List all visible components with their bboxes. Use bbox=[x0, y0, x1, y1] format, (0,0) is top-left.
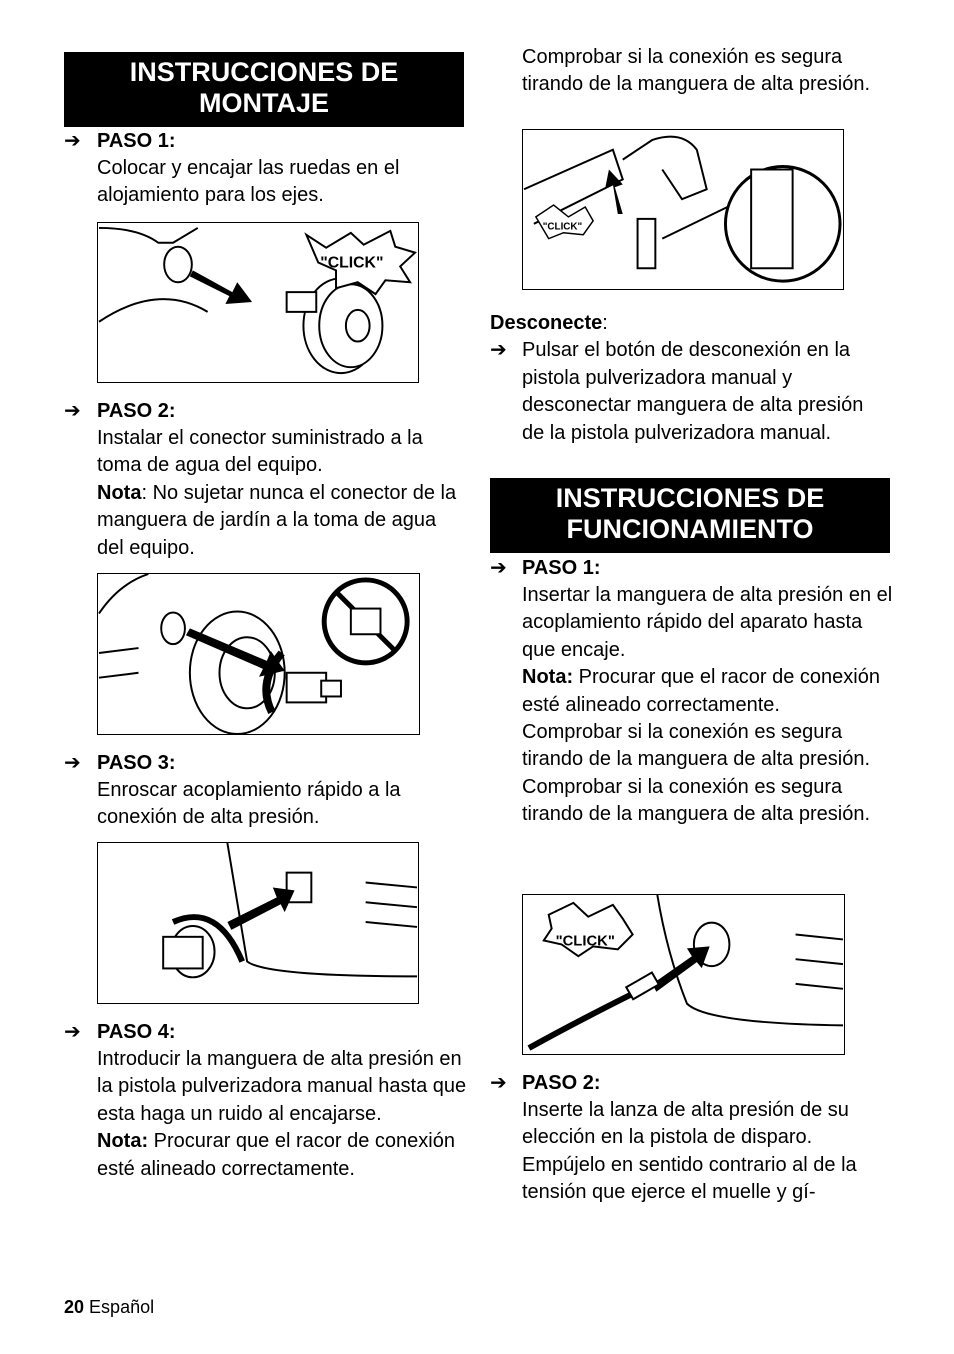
arrow-right-icon: ➔ bbox=[490, 557, 507, 579]
figure-hose-insert bbox=[522, 894, 845, 1055]
figure-quick-coupling bbox=[97, 842, 419, 1004]
step-text: Colocar y encajar las ruedas en el alojamiento para los ejes. bbox=[97, 157, 400, 207]
section-header-montaje: INSTRUCCIONES DE MONTAJE bbox=[64, 52, 464, 127]
step-text: Instalar el conector suministrado a la toma de agua del equipo. bbox=[97, 427, 423, 477]
figure-gun-hose bbox=[522, 129, 844, 290]
check-text: Comprobar si la conexión es segura tirando de la manguera de alta presión. bbox=[522, 721, 871, 771]
disconnect-text: Pulsar el botón de desconexión en la pistola pulverizadora manual y desconectar manguera de alta presión de la pistola pulverizadora manual. bbox=[522, 339, 864, 444]
step-note: Nota: No sujetar nunca el conector de la manguera de jardín a la toma de agua del equipo. bbox=[97, 481, 457, 559]
click-label: "CLICK" bbox=[555, 933, 615, 950]
disconnect-heading: Desconecte: bbox=[490, 312, 608, 334]
figure-water-connector bbox=[97, 573, 420, 735]
step-label: PASO 3: bbox=[97, 752, 176, 774]
step-label: PASO 1: bbox=[522, 557, 601, 579]
step-note: Nota: Procurar que el racor de conexión esté alineado correctamente. bbox=[522, 666, 880, 716]
step-text: Enroscar acoplamiento rápido a la conexión de alta presión. bbox=[97, 779, 401, 829]
step-label: PASO 1: bbox=[97, 130, 176, 152]
page-number: 20 bbox=[64, 1297, 85, 1317]
arrow-right-icon: ➔ bbox=[490, 339, 507, 362]
section-header-funcionamiento: INSTRUCCIONES DE FUNCIONAMIENTO bbox=[490, 478, 890, 553]
click-label: "CLICK" bbox=[542, 221, 583, 233]
step-label: PASO 4: bbox=[97, 1021, 176, 1043]
step-label: PASO 2: bbox=[97, 400, 176, 422]
step-1-montaje bbox=[64, 128, 464, 210]
step-3-montaje bbox=[64, 750, 464, 832]
step-2-montaje bbox=[64, 398, 464, 562]
step-2-funcionamiento bbox=[490, 1070, 895, 1207]
click-label: "CLICK" bbox=[320, 254, 384, 272]
step-label: PASO 2: bbox=[522, 1072, 601, 1094]
check-text: Comprobar si la conexión es segura tirando de la manguera de alta presión. bbox=[522, 46, 871, 96]
step-text: Insertar la manguera de alta presión en el acoplamiento rápido del aparato hasta que encaje. bbox=[522, 584, 893, 661]
step-text: Introducir la manguera de alta presión en la pistola pulverizadora manual hasta que esta haga un ruido al encajarse. bbox=[97, 1048, 467, 1125]
step-note: Nota: Procurar que el racor de conexión esté alineado correctamente. bbox=[97, 1130, 455, 1180]
check-text: Comprobar si la conexión es segura tirando de la manguera de alta presión. bbox=[522, 775, 871, 826]
step-1-funcionamiento bbox=[490, 555, 895, 829]
page-language: Español bbox=[89, 1297, 155, 1317]
page-footer bbox=[64, 1297, 154, 1318]
step-4-montaje bbox=[64, 1019, 469, 1183]
arrow-right-icon: ➔ bbox=[64, 130, 81, 152]
arrow-right-icon: ➔ bbox=[490, 1072, 507, 1094]
arrow-right-icon: ➔ bbox=[64, 1021, 81, 1043]
disconnect-block bbox=[490, 310, 890, 447]
arrow-right-icon: ➔ bbox=[64, 752, 81, 774]
figure-wheel-mount bbox=[97, 222, 419, 383]
arrow-right-icon: ➔ bbox=[64, 400, 81, 422]
step-text: Inserte la lanza de alta presión de su elección en la pistola de disparo. Empújelo en sentido contrario al de la tensión que ejerce el muelle y gí- bbox=[522, 1099, 857, 1204]
